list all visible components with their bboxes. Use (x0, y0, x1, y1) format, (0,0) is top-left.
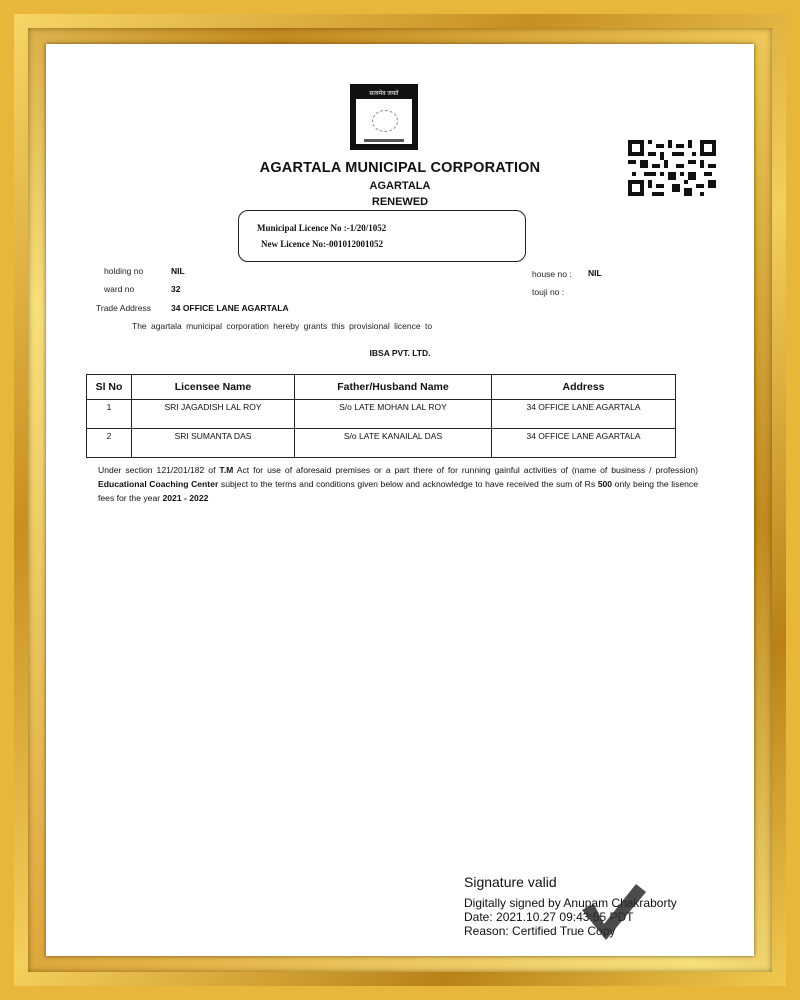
col-address: Address (492, 375, 676, 400)
ward-value: 32 (171, 284, 181, 294)
touji-label: touji no : (532, 287, 565, 297)
emblem-icon (372, 110, 398, 132)
terms-paragraph (98, 463, 698, 505)
trade-address-value: 34 OFFICE LANE AGARTALA (171, 303, 289, 313)
signed-by-line: Digitally signed by Anupam Chakraborty (464, 896, 677, 910)
cell-sl-no: 1 (87, 400, 132, 429)
house-value: NIL (588, 268, 602, 278)
company-name: IBSA PVT. LTD. (369, 348, 431, 358)
business-name: Educational Coaching Center (98, 479, 219, 489)
checkmark-icon (578, 880, 648, 944)
terms-text: only being the lisence fees for the year (98, 479, 698, 503)
cell-father-name: S/o LATE MOHAN LAL ROY (295, 400, 492, 429)
licence-number-box (238, 210, 526, 262)
corporation-title: AGARTALA MUNICIPAL CORPORATION (259, 160, 541, 176)
city-heading: AGARTALA (369, 180, 431, 192)
licence-year: 2021 - 2022 (162, 493, 209, 503)
table-row (87, 429, 676, 458)
table-header-row (87, 375, 676, 400)
cell-address: 34 OFFICE LANE AGARTALA (492, 429, 676, 458)
seal-bar (364, 139, 404, 142)
cell-licensee-name: SRI JAGADISH LAL ROY (132, 400, 295, 429)
col-licensee-name: Licensee Name (132, 375, 295, 400)
col-father-husband-name: Father/Husband Name (295, 375, 492, 400)
terms-text: subject to the terms and conditions given below and acknowledge to have received the sum of Rs (218, 479, 598, 489)
signature-reason-line: Reason: Certified True Copy (464, 924, 616, 938)
municipal-licence-no: Municipal Licence No :-1/20/1052 (257, 223, 387, 233)
act-name: T.M (219, 465, 234, 475)
terms-text: Act for use of aforesaid premises or a part there of for running gainful activities of (name of business / profession) (233, 465, 698, 475)
licensee-table (86, 374, 676, 458)
signature-date-line: Date: 2021.10.27 09:43:55 PDT (464, 910, 634, 924)
col-sl-no: Sl No (87, 375, 132, 400)
holding-value: NIL (171, 266, 185, 276)
cell-address: 34 OFFICE LANE AGARTALA (492, 400, 676, 429)
new-licence-no: New Licence No:-001012001052 (261, 239, 383, 249)
renewed-status: RENEWED (371, 196, 429, 208)
grant-statement: The agartala municipal corporation hereby grants this provisional licence to (132, 321, 433, 331)
ward-label: ward no (104, 284, 135, 294)
fee-amount: 500 (597, 479, 613, 489)
cell-father-name: S/o LATE KANAILAL DAS (295, 429, 492, 458)
emblem-seal (350, 84, 418, 150)
licence-document (46, 44, 754, 956)
table-row (87, 400, 676, 429)
terms-text: Under section 121/201/182 of (98, 465, 220, 475)
cell-licensee-name: SRI SUMANTA DAS (132, 429, 295, 458)
cell-sl-no: 2 (87, 429, 132, 458)
signature-valid-label: Signature valid (464, 874, 557, 890)
house-label: house no : (532, 269, 572, 279)
holding-label: holding no (104, 266, 144, 276)
seal-text: सत्यमेव जयते (356, 90, 412, 99)
trade-address-label: Trade Address (96, 303, 151, 313)
